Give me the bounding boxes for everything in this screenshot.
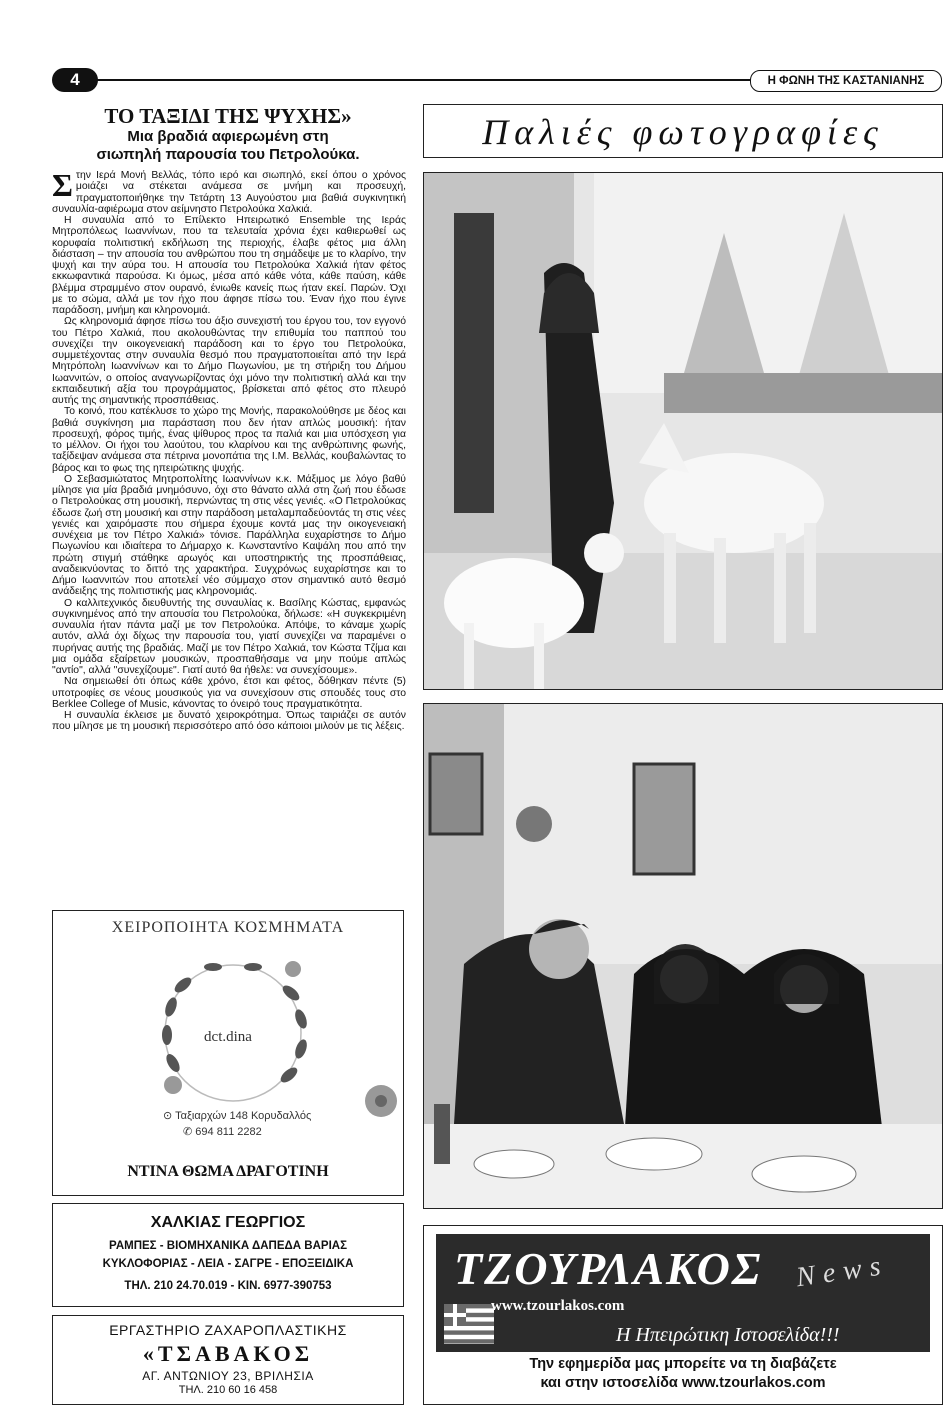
chalkias-phone: ΤΗΛ. 210 24.70.019 - ΚΙΝ. 6977-390753 xyxy=(124,1280,332,1292)
tzourlakos-news-label: News xyxy=(794,1249,891,1294)
article-paragraph: Ως κληρονομιά άφησε πίσω του άξιο συνεχιστή του έργου του, τον εγγονό του Πέτρο Χαλκιά, που ακολουθώντας την επιθυμία του παππού του συνεχίζει την οικογενειακή παράδοση και το έργο του Πετρολούκα, συμμετέχοντας στην συναυλία θεσμό που πραγματοποιείται από την Ιερά Μητρόπολη Ιωαννίνων και το Δήμο Πωγωνίου, με τη στήριξη του Δήμου Ιωαννιτών, ο οποίος αναγνωρίζοντας όχι μόνο την πολιτιστική αλλά και την εκπαιδευτική αξία του προγράμματος, βρίσκεται από φέτος στο πλευρό αυτής της σημαντικής προσπάθειας. xyxy=(52,316,406,406)
tzourlakos-ad xyxy=(423,1225,943,1405)
tsavakos-phone: ΤΗΛ. 210 60 16 458 xyxy=(178,1384,278,1396)
flower-decoration-icon xyxy=(353,1061,403,1141)
article-paragraph: Η συναυλία έκλεισε με δυνατό χειροκρότημα. Όπως ταιριάζει σε αυτόν που μίλησε με τη μουσική περισσότερο από όσο κάποιοι μιλούν με τις λέξεις. xyxy=(52,710,406,733)
article-paragraph: Ο καλλιτεχνικός διευθυντής της συναυλίας κ. Βασίλης Κώστας, εμφανώς συγκινημένος από την απουσία του Πετρολούκα, δήλωσε: «Η συγκεκριμένη συναυλία ήταν πάντα μαζί με τον Πετρολούκα. Απόψε, το κάναμε χωρίς αυτόν, αλλά όχι δίχως την παρουσία του, γιατί συνεχίζει να παραμένει ο πυρήνας αυτής της βραδιάς. Μαζί με τον Πέτρο Χαλκιά, τον Κώστα Τζίμα και μια ομάδα εξαίρετων μουσικών, προσπαθήσαμε να μην πούμε απλώς "αντίο", αλλά "συνεχίζουμε". Γιατί αυτό θα ήθελε: να συνεχίσουμε». xyxy=(52,597,406,676)
jewelry-owner: ΝΤΙΝΑ ΘΩΜΑ ΔΡΑΓΟΤΙΝΗ xyxy=(127,1163,329,1180)
drop-cap: Σ xyxy=(52,167,73,203)
tzourlakos-logo: ΤΖΟΥΡΛΑΚΟΣ xyxy=(454,1243,763,1294)
newspaper-name: Η ΦΩΝΗ ΤΗΣ ΚΑΣΤΑΝΙΑΝΗΣ xyxy=(750,70,942,92)
tsavakos-address: ΑΓ. ΑΝΤΩΝΙΟΥ 23, ΒΡΙΛΗΣΙΑ xyxy=(142,1369,314,1383)
tsavakos-heading: ΕΡΓΑΣΤΗΡΙΟ ΖΑΧΑΡΟΠΛΑΣΤΙΚΗΣ xyxy=(109,1322,347,1338)
tsavakos-name: «ΤΣΑΒΑΚΟΣ xyxy=(142,1341,314,1366)
tzourlakos-tagline: Η Ηπειρώτικη Ιστοσελίδα!!! xyxy=(616,1324,840,1346)
chalkias-services-line1: ΡΑΜΠΕΣ - ΒΙΟΜΗΧΑΝΙΚΑ ΔΑΠΕΔΑ ΒΑΡΙΑΣ xyxy=(109,1240,347,1252)
tzourlakos-caption-line1: Την εφημερίδα μας μπορείτε να τη διαβάζετε xyxy=(529,1356,837,1372)
page-number: 4 xyxy=(52,68,98,92)
chalkias-name: ΧΑΛΚΙΑΣ ΓΕΩΡΓΙΟΣ xyxy=(150,1214,306,1231)
article-subtitle-line1: Μια βραδιά αφιερωμένη στη xyxy=(127,128,329,145)
chalkias-services-line2: ΚΥΚΛΟΦΟΡΙΑΣ - ΛΕΙΑ - ΣΑΓΡΕ - ΕΠΟΞΕΙΔΙΚΑ xyxy=(102,1258,354,1270)
photo-group-at-table xyxy=(423,703,943,1209)
article-body xyxy=(52,167,406,733)
photos-section-header xyxy=(423,104,943,158)
article-paragraph: Το κοινό, που κατέκλυσε το χώρο της Μονής, παρακολούθησε με δέος και βαθιά συγκίνηση μια παράσταση που δεν ήταν απλώς μουσική: ήταν προσευχή, φόρος τιμής, ένας ψίθυρος προς τα παλιά και μια υπόσχεση για το μέλλον. Οι ήχοι του λαούτου, του κλαρίνου και της ανθρώπινης φωνής, ταξίδεψαν ανάμεσα στα πέτρινα μονοπάτια της Ι.Μ. Βελλάς, κουβαλώντας το βάρος και το φως της ηπειρώτικης ψυχής. xyxy=(52,406,406,474)
tzourlakos-url: www.tzourlakos.com xyxy=(491,1298,625,1314)
tsavakos-ad xyxy=(52,1315,404,1405)
article-paragraph: Στην Ιερά Μονή Βελλάς, τόπο ιερό και σιωπηλό, εκεί όπου ο χρόνος μοιάζει να στέκεται ανάμεσα σε μνήμη και προσευχή, πραγματοποιήθηκε την Τετάρτη 13 Αυγούστου μια βαθιά συγκινητική συναυλία-αφιέρωμα στον αείμνηστο Πετρολούκα Χαλκιά. xyxy=(52,167,406,215)
article-title: ΤΟ ΤΑΞΙΔΙ ΤΗΣ ΨΥΧΗΣ» xyxy=(104,104,352,128)
greek-flag-icon xyxy=(444,1304,494,1344)
jewelry-phone: ✆ 694 811 2282 xyxy=(183,1126,262,1138)
article-subtitle xyxy=(52,128,404,164)
article-paragraph: Η συναυλία από το Επίλεκτο Ηπειρωτικό Ensemble της Ιεράς Μητροπόλεως Ιωαννίνων, που τα τελευταία χρόνια έχει καθιερωθεί ως κορυφαία πολιτιστική εκδήλωση της περιοχής, έλαβε φέτος μια άλλη διάσταση – την απουσία του ανθρώπου που τη σημάδεψε με το κλαρίνο, την ψυχή και την αύρα του. Η απουσία του Πετρολούκα Χαλκιά ήταν φέτος εκκωφαντικά παρούσα. Κι όμως, μέσα από κάθε νότα, κάθε παύση, κάθε βλέμμα στραμμένο στον ουρανό, ένιωθε κανείς πως ήταν εκεί. Παρών. Όχι με το σώμα, αλλά με τον ήχο που άφησε πίσω του. Έναν ήχο που έγινε παράδοση, μνήμη και κληρονομιά. xyxy=(52,215,406,316)
jewelry-brand: dct.dina xyxy=(204,1029,252,1045)
jewelry-ad-heading: ΧΕΙΡΟΠΟΙΗΤΑ ΚΟΣΜΗΜΑΤΑ xyxy=(111,919,345,936)
tzourlakos-caption-line2: και στην ιστοσελίδα www.tzourlakos.com xyxy=(540,1375,826,1391)
photo-woman-with-goats xyxy=(423,172,943,690)
article-paragraph: Να σημειωθεί ότι όπως κάθε χρόνο, έτσι και φέτος, δόθηκαν πέντε (5) υποτροφίες σε νέους μουσικούς για να συνεχίσουν στις σπουδές τους στο Berklee College of Music, κάνοντας το όνειρό τους πραγματικότητα. xyxy=(52,676,406,710)
jewelry-ad xyxy=(52,910,404,1196)
article-paragraph: Ο Σεβασμιώτατος Μητροπολίτης Ιωαννίνων κ.κ. Μάξιμος με λόγο βαθύ μίλησε για μία βραδιά μνημόσυνο, όχι στο θάνατο αλλά στη ζωή που έδωσε ο Πετρολούκας στη μουσική, περνώντας τη στις νέες γενιές. «Ο Πετρολούκας έδωσε ζωή στη μουσική και στην παράδοση μεταλαμπαδεύοντάς τη στις νέες γενιές και χαιρόμαστε που σήμερα έχουμε κοντά μας την οικογενειακή συνέχεια με τον Πέτρο Χαλκιά» τόνισε. Παράλληλα ευχαρίστησε το Δήμο Πωγωνίου και ιδιαίτερα το Δήμαρχο κ. Κωνσταντίνο Καψάλη που από την πρώτη στιγμή στάθηκε αρωγός και υποστηρικτής της προσπάθειας, αναδεικνύοντας το διττό της χαρακτήρα. Συγχρόνως ευχαρίστησε και το Δήμο Ιωαννιτών που αποτελεί νέο σύμμαχο στον σημαντικό αυτό θεσμό ανάδειξης της πολιτιστικής μας κληρονομιάς. xyxy=(52,473,406,598)
jewelry-address: ⊙ Ταξιαρχών 148 Κορυδαλλός xyxy=(163,1110,312,1122)
chalkias-ad xyxy=(52,1203,404,1307)
photos-section-title: Παλιές φωτογραφίες xyxy=(482,112,884,152)
article-subtitle-line2: σιωπηλή παρουσία του Πετρολούκα. xyxy=(96,146,360,163)
tzourlakos-banner xyxy=(436,1234,930,1352)
